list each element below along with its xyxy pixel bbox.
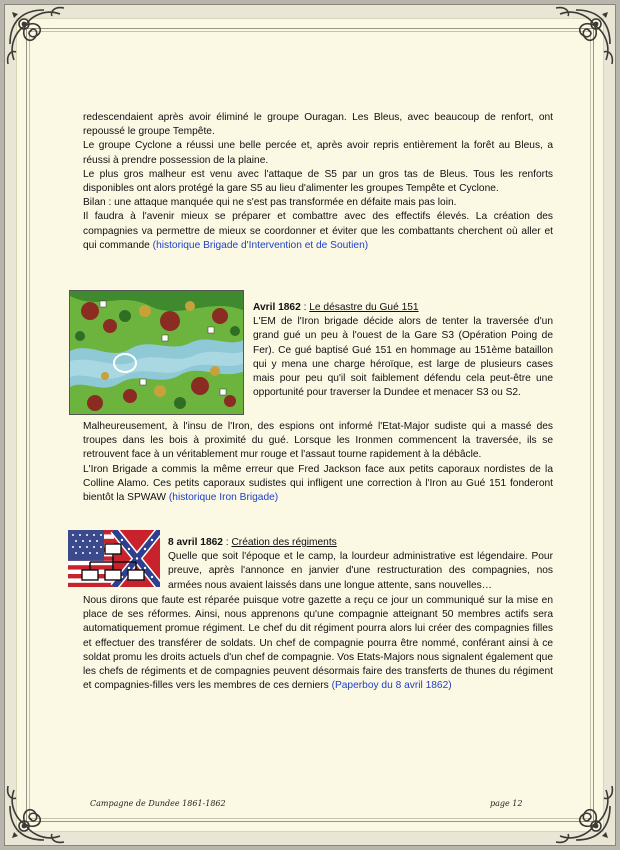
- intro-section: [83, 111, 553, 253]
- battle-map-image: [69, 290, 244, 415]
- gue-section-beside: [253, 301, 553, 400]
- iron-brigade-link[interactable]: (historique Iron Brigade): [168, 492, 279, 504]
- gue-title: Le désastre du Gué 151: [309, 302, 419, 313]
- intro-paragraph: Le plus gros malheur est venu avec l'attaque de S5 par un gros tas de Bleus. Tous les renforts disponibles ont alors protégé la gare S5 au lieu d'alimenter les groupes Tempête et Cyclone.: [83, 168, 553, 195]
- history-link[interactable]: (historique Brigade d'Intervention et de Soutien): [152, 239, 369, 251]
- regiments-section-below: [83, 594, 553, 693]
- regiments-title: Création des régiments: [231, 537, 337, 548]
- footer-title: Campagne de Dundee 1861-1862: [90, 799, 226, 808]
- intro-paragraph: Le groupe Cyclone a réussi une belle percée et, après avoir repris entièrement la forêt au Bleus, a réussi à prendre possession de la plaine.: [83, 140, 553, 166]
- corner-ornament-icon: [552, 782, 616, 846]
- intro-paragraph: redescendaient après avoir éliminé le groupe Ouragan. Les Bleus, avec beaucoup de renfort, ont repoussé le groupe Tempête.: [83, 112, 553, 138]
- gue-heading: Avril 1862 : Le désastre du Gué 151: [253, 302, 419, 313]
- regiments-body-beside: Quelle que soit l'époque et le camp, la lourdeur administrative est légendaire. Pour preuve, après l'annonce en janvier d'une restructuration des compagnies, nos armées nous avaient laissés dans une longue attente, sans nouvelles…: [168, 551, 553, 591]
- regiment-flag-image: [68, 530, 160, 587]
- corner-ornament-icon: [4, 4, 68, 68]
- gue-body-below: Malheureusement, à l'insu de l'Iron, des espions ont informé l'Etat-Major sudiste qui a massé des troupes dans les bois à proximité du gué. Lorsque les Ironmen commencent la traversée, ils se retrouvent face à un véritablement mur rouge et l'assaut tourne rapidement à la débâcle.: [83, 421, 553, 461]
- regiments-section-beside: [168, 536, 553, 593]
- gue-body-last: L'Iron Brigade a commis la même erreur que Fred Jackson face aux petits caporaux nordistes de la Colline Alamo. Ces petits caporaux sudistes qui infligent une correction à l'Iron au Gué 151 fonderont bientôt la SPWAW (historique Iron Brigade): [83, 463, 553, 504]
- paperboy-link[interactable]: (Paperboy du 8 avril 1862): [331, 680, 452, 692]
- corner-ornament-icon: [552, 4, 616, 68]
- corner-ornament-icon: [4, 782, 68, 846]
- intro-paragraph: Bilan : une attaque manquée qui ne s'est pas transformée en défaite mais pas loin.: [83, 197, 457, 209]
- page-number: page 12: [490, 799, 523, 808]
- intro-closing: Il faudra à l'avenir mieux se préparer et combattre avec des effectifs élevés. La création des compagnies va permettre de mieux se coordonner et éviter que les combattants cherchent où aller et qui commande (historique Brigade d'Intervention et de Soutien): [83, 211, 553, 251]
- gue-body-beside: L'EM de l'Iron brigade décide alors de tenter la traversée d'un grand gué un peu à l'ouest de la Gare S3 (Opération Poing de Fer). Ce gué baptisé Gué 151 en hommage au 151ème bataillon qui y mena une charge héroïque, est large de plusieurs cases mais pour peu qu'il soit faiblement défendu cela peut-être une opportunité pour traverser la Dundee et menacer S3 ou S2.: [253, 316, 553, 399]
- regiments-body-below: Nous dirons que faute est réparée puisque votre gazette a reçu ce jour un communiqué sur la mise en place de ses réformes. Ainsi, nous apprenons qu'une compagnie atteignant 50 membres actifs sera automatiquement promue régiment. Le chef du dit régiment pourra alors lui créer des compagnies filles et effectuer des transférer de soldats. Un chef de compagnie pourra être nommé, conférant ainsi à ce soldat promu les droits actuels d'un chef de compagnie. Vos Etats-Majors nous signalent également que les chefs de régiments et de compagnies peuvent désormais faire des transferts de thunes du régiment et compagnies-filles vers les membres de ces derniers (Paperboy du 8 avril 1862): [83, 595, 553, 692]
- regiments-date: 8 avril 1862: [168, 537, 223, 548]
- regiments-heading: 8 avril 1862 : Création des régiments: [168, 537, 337, 548]
- gue-section-below: [83, 420, 553, 505]
- gue-date: Avril 1862: [253, 302, 301, 313]
